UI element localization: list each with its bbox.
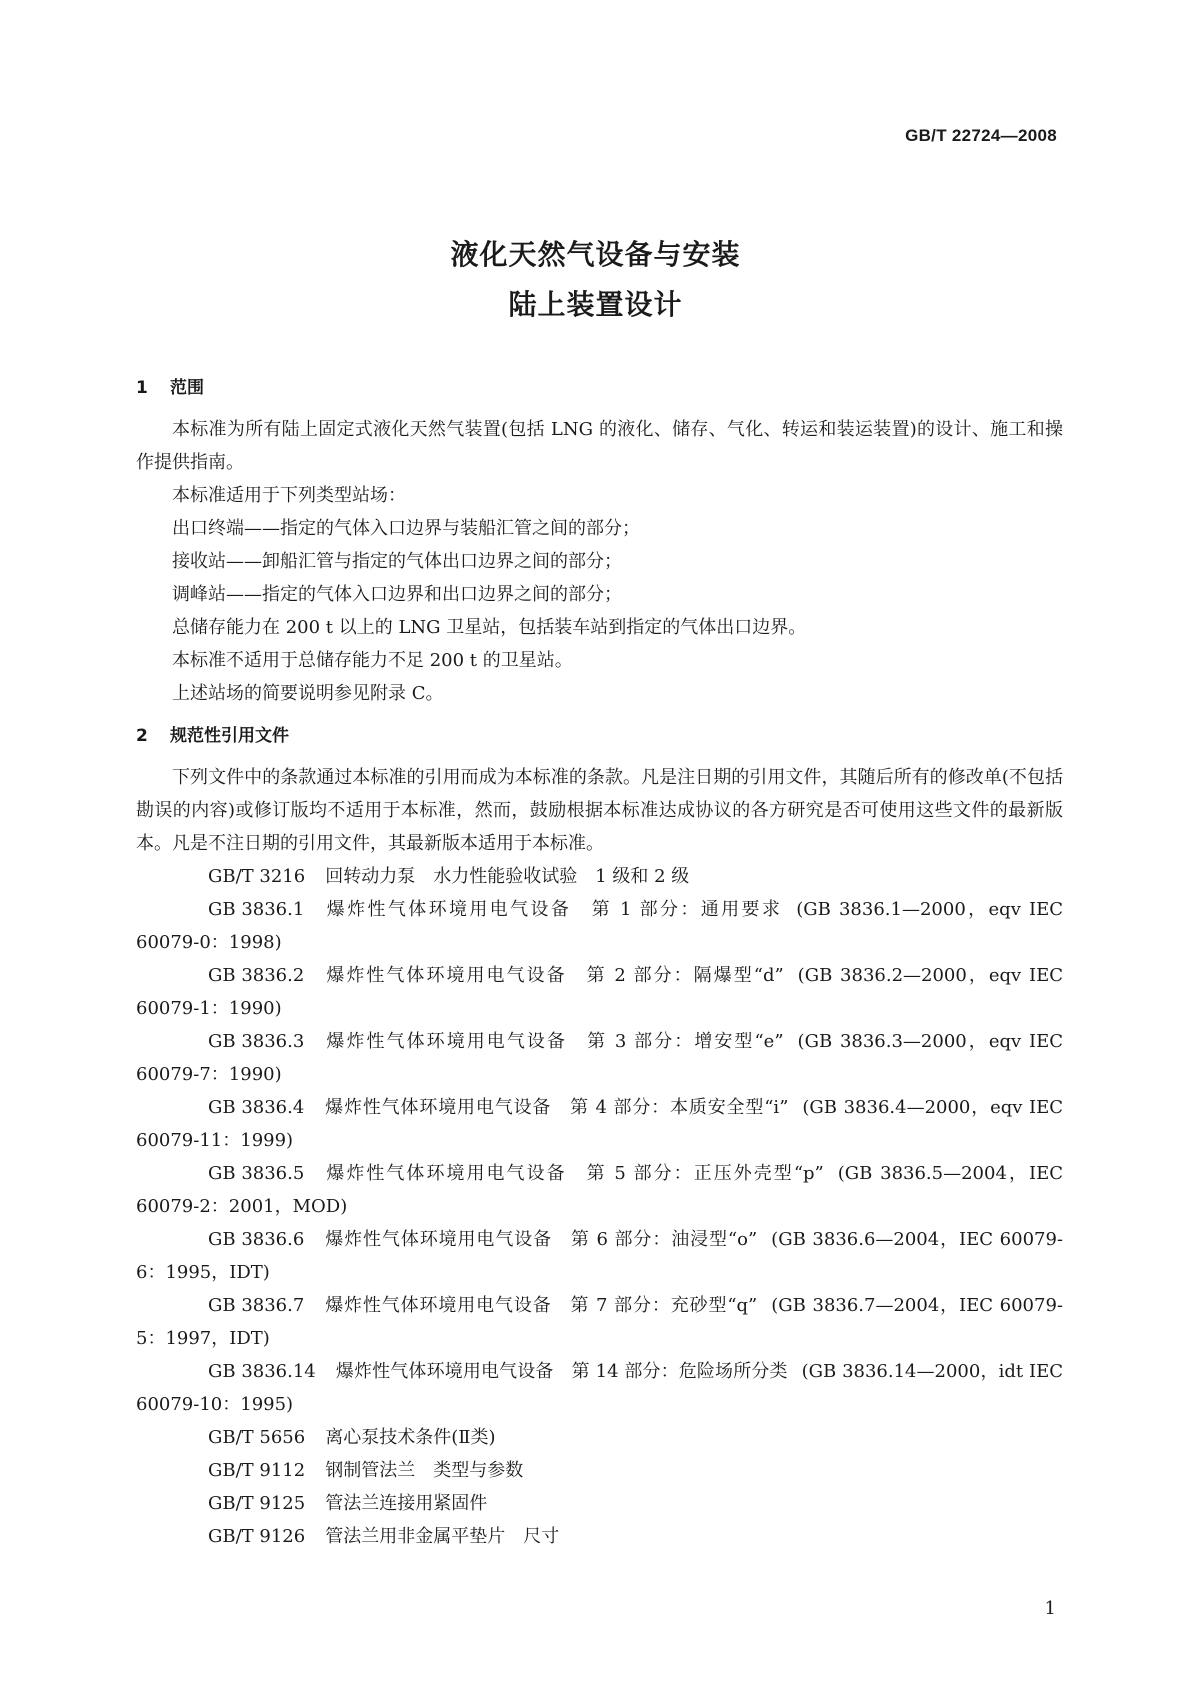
reference-item — [136, 1157, 1063, 1223]
scope-paragraph: 上述站场的简要说明参见附录 C。 — [172, 683, 444, 704]
reference-code: GB 3836.1 — [208, 899, 305, 920]
reference-title: 管法兰用非金属平垫片 尺寸 — [325, 1526, 560, 1547]
scope-paragraph: 总储存能力在 200 t 以上的 LNG 卫星站，包括装车站到指定的气体出口边界。 — [172, 617, 807, 638]
reference-title: 爆炸性气体环境用电气设备 第 5 部分：正压外壳型“p” — [324, 1163, 824, 1184]
standard-code: GB/T 22724—2008 — [905, 126, 1057, 145]
reference-detail: (GB 3836.5—2004，IEC 60079-2：2001，MOD) — [136, 1163, 1063, 1217]
reference-title: 爆炸性气体环境用电气设备 第 3 部分：增安型“e” — [324, 1031, 784, 1052]
reference-item — [136, 860, 1063, 893]
reference-item — [136, 1091, 1063, 1157]
reference-item — [136, 1289, 1063, 1355]
reference-title: 爆炸性气体环境用电气设备 第 6 部分：油浸型“o” — [324, 1229, 758, 1250]
title-line-1: 液化天然气设备与安装 — [450, 238, 741, 271]
document-title — [0, 230, 1191, 330]
reference-code: GB/T 5656 — [208, 1427, 306, 1448]
reference-code: GB 3836.3 — [208, 1031, 305, 1052]
reference-code: GB 3836.6 — [208, 1229, 305, 1250]
page-number: 1 — [1044, 1598, 1056, 1619]
reference-code: GB 3836.14 — [208, 1361, 316, 1382]
reference-code: GB/T 9112 — [208, 1460, 306, 1481]
title-line-2: 陆上装置设计 — [508, 288, 683, 321]
reference-code: GB 3836.4 — [208, 1097, 305, 1118]
reference-item — [136, 1223, 1063, 1289]
reference-item — [136, 959, 1063, 1025]
reference-title: 爆炸性气体环境用电气设备 第 14 部分：危险场所分类 — [335, 1361, 788, 1382]
reference-item — [136, 1025, 1063, 1091]
section-title: 规范性引用文件 — [170, 726, 289, 746]
reference-code: GB/T 9125 — [208, 1493, 306, 1514]
section-heading-normative-references — [136, 720, 1063, 753]
section-number: 1 — [136, 378, 148, 398]
scope-paragraph: 接收站——卸船汇管与指定的气体出口边界之间的部分； — [172, 551, 622, 572]
scope-paragraph: 出口终端——指定的气体入口边界与装船汇管之间的部分； — [172, 518, 640, 539]
scope-paragraph: 本标准适用于下列类型站场： — [172, 485, 406, 506]
reference-code: GB 3836.5 — [208, 1163, 305, 1184]
reference-list — [136, 860, 1063, 1553]
reference-detail: (GB 3836.1—2000，eqv IEC 60079-0：1998) — [136, 899, 1063, 953]
references-intro: 下列文件中的条款通过本标准的引用而成为本标准的条款。凡是注日期的引用文件，其随后所有的修改单(不包括勘误的内容)或修订版均不适用于本标准，然而，鼓励根据本标准达成协议的各方研究是否可使用这些文件的最新版本。凡是不注日期的引用文件，其最新版本适用于本标准。 — [136, 767, 1063, 854]
reference-item — [136, 893, 1063, 959]
reference-item — [136, 1487, 1063, 1520]
scope-paragraph: 本标准为所有陆上固定式液化天然气装置(包括 LNG 的液化、储存、气化、转运和装运装置)的设计、施工和操作提供指南。 — [136, 419, 1063, 473]
reference-title: 爆炸性气体环境用电气设备 第 4 部分：本质安全型“i” — [324, 1097, 789, 1118]
reference-title: 回转动力泵 水力性能验收试验 1 级和 2 级 — [325, 866, 690, 887]
document-body — [136, 372, 1063, 1553]
reference-code: GB/T 9126 — [208, 1526, 306, 1547]
reference-item — [136, 1355, 1063, 1421]
scope-paragraph: 本标准不适用于总储存能力不足 200 t 的卫星站。 — [172, 650, 573, 671]
reference-detail: (GB 3836.4—2000，eqv IEC 60079-11：1999) — [136, 1097, 1064, 1151]
reference-code: GB/T 3216 — [208, 866, 306, 887]
reference-detail: (GB 3836.14—2000，idt IEC 60079-10：1995) — [136, 1361, 1063, 1415]
reference-title: 爆炸性气体环境用电气设备 第 2 部分：隔爆型“d” — [324, 965, 784, 986]
reference-detail: (GB 3836.7—2004，IEC 60079-5：1997，IDT) — [136, 1295, 1063, 1349]
reference-title: 管法兰连接用紧固件 — [325, 1493, 488, 1514]
reference-title: 钢制管法兰 类型与参数 — [325, 1460, 524, 1481]
reference-item — [136, 1520, 1063, 1553]
reference-code: GB 3836.7 — [208, 1295, 305, 1316]
reference-detail: (GB 3836.6—2004，IEC 60079-6：1995，IDT) — [136, 1229, 1064, 1283]
reference-title: 离心泵技术条件(Ⅱ类) — [325, 1427, 496, 1448]
reference-detail: (GB 3836.2—2000，eqv IEC 60079-1：1990) — [136, 965, 1063, 1019]
section-heading-scope — [136, 372, 1063, 405]
reference-code: GB 3836.2 — [208, 965, 305, 986]
section-number: 2 — [136, 726, 148, 746]
scope-paragraph: 调峰站——指定的气体入口边界和出口边界之间的部分； — [172, 584, 622, 605]
reference-detail: (GB 3836.3—2000，eqv IEC 60079-7：1990) — [136, 1031, 1063, 1085]
reference-item — [136, 1421, 1063, 1454]
reference-title: 爆炸性气体环境用电气设备 第 7 部分：充砂型“q” — [324, 1295, 758, 1316]
reference-item — [136, 1454, 1063, 1487]
reference-title: 爆炸性气体环境用电气设备 第 1 部分：通用要求 — [324, 899, 783, 920]
section-title: 范围 — [170, 378, 204, 398]
